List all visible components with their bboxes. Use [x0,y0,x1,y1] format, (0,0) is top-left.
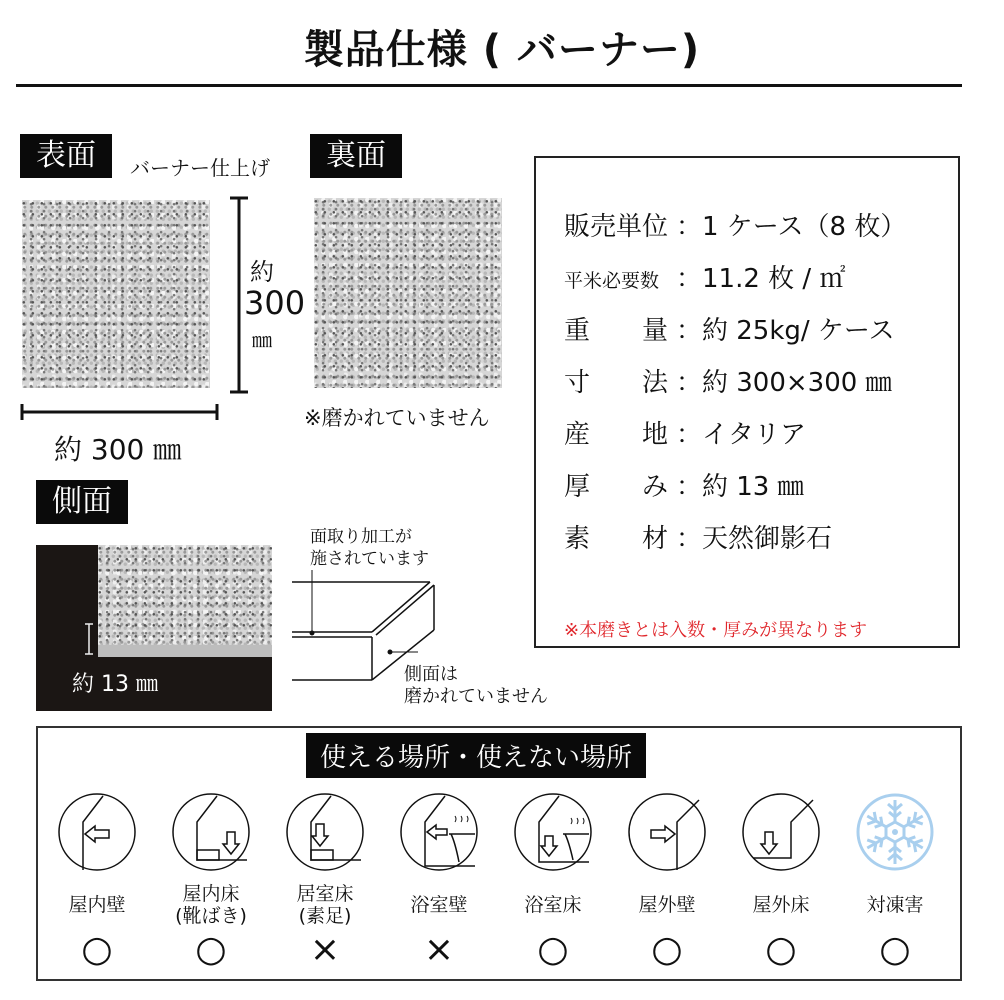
bathroom-floor-icon [513,792,593,872]
spec-row-per-sqm: 平米必要数 ：11.2 枚 / ㎡ [564,264,846,294]
usage-item-frost-resistance: 対凍害 ○ [840,792,950,970]
usable-mark: ○ [879,929,911,970]
snowflake-icon [855,792,935,872]
front-finish: バーナー仕上げ [130,156,270,180]
width-value: 約 300 ㎜ [54,433,182,466]
height-value: 300 [244,284,306,322]
usage-item-bathroom-wall: 浴室壁 × [384,792,494,970]
usage-item-outdoor-wall: 屋外壁 ○ [612,792,722,970]
usage-item-indoor-wall: 屋内壁 ○ [42,792,152,970]
back-surface-photo [314,198,502,388]
side-photo [36,545,272,711]
spec-row-material: 素 材 ：天然御影石 [564,524,833,554]
spec-box [534,156,960,648]
side-label: 側面 [36,480,128,524]
spec-row-weight: 重 量 ：約 25kg/ ケース [564,316,895,346]
usage-item-living-floor: 居室床 (素足) × [270,792,380,970]
outdoor-floor-icon [741,792,821,872]
not-usable-mark: × [423,929,455,970]
width-dimension-line [20,402,220,422]
side-thickness: 約 13 ㎜ [72,672,158,697]
spec-row-sales-unit: 販売単位 ：1 ケース（8 枚） [564,212,907,242]
indoor-floor-icon [171,792,251,872]
usable-mark: ○ [651,929,683,970]
title-divider [16,84,962,87]
front-surface-photo [22,200,210,388]
living-room-floor-icon [285,792,365,872]
side-polish-note: 側面は 磨かれていません [404,664,548,707]
back-note: ※磨かれていません [304,406,490,430]
usage-item-indoor-floor: 屋内床 (靴ばき) ○ [156,792,266,970]
usable-mark: ○ [195,929,227,970]
front-label: 表面 [20,134,112,178]
usage-item-outdoor-floor: 屋外床 ○ [726,792,836,970]
indoor-wall-icon [57,792,137,872]
bathroom-wall-icon [399,792,479,872]
outdoor-wall-icon [627,792,707,872]
usable-mark: ○ [81,929,113,970]
spec-note: ※本磨きとは入数・厚みが異なります [564,620,868,641]
usage-item-bathroom-floor: 浴室床 ○ [498,792,608,970]
chamfer-note: 面取り加工が 施されています [310,527,429,569]
height-unit: ㎜ [252,328,272,352]
spec-row-origin: 産 地 ：イタリア [564,420,807,450]
back-label: 裏面 [310,134,402,178]
usable-mark: ○ [537,929,569,970]
spec-row-thickness: 厚 み ：約 13 ㎜ [564,472,804,502]
not-usable-mark: × [309,929,341,970]
height-approx: 約 [250,258,274,286]
usable-mark: ○ [765,929,797,970]
spec-row-size: 寸 法 ：約 300×300 ㎜ [564,368,892,398]
usage-title: 使える場所・使えない場所 [306,733,646,778]
page-title: 製品仕様 ( バーナー) [303,27,701,73]
